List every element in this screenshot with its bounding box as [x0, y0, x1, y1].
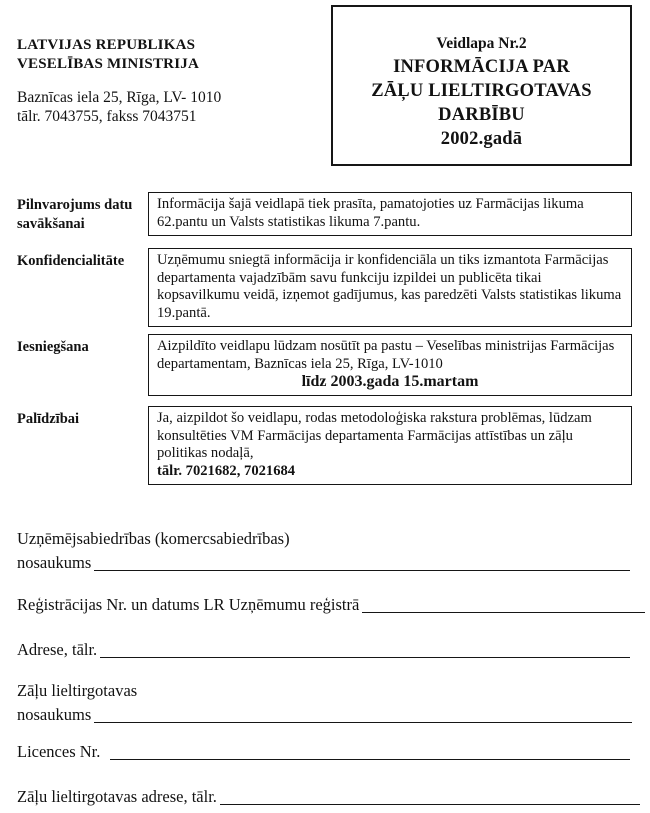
address-label: Adrese, tālr. — [17, 640, 98, 659]
wholesaler-name-fill-line[interactable] — [94, 699, 632, 723]
section-authorization-box — [148, 192, 632, 236]
ministry-address-line: Baznīcas iela 25, Rīga, LV- 1010 — [17, 89, 222, 106]
section-authorization-text: Informācija šajā veidlapā tiek prasīta, pamatojoties uz Farmācijas likuma 62.pantu un Valsts statistikas likuma 7.pantu. — [157, 196, 584, 230]
section-help-label: Palīdzībai — [17, 411, 80, 427]
field-wholesaler-name — [17, 679, 632, 727]
registration-label: Reģistrācijas Nr. un datums LR Uzņēmumu reģistrā — [17, 595, 360, 614]
section-submission-box — [148, 334, 632, 396]
section-confidentiality-box — [148, 248, 632, 327]
section-confidentiality-label: Konfidencialitāte — [17, 253, 125, 269]
registration-fill-line[interactable] — [362, 589, 645, 613]
wholesaler-name-label: nosaukums — [17, 705, 92, 724]
company-name-label: nosaukums — [17, 553, 92, 572]
licence-label: Licences Nr. — [17, 742, 101, 761]
field-registration — [17, 593, 645, 617]
field-wholesaler-address — [17, 785, 640, 809]
form-number: Veidlapa Nr.2 — [436, 35, 527, 52]
form-title-box — [331, 5, 632, 166]
help-phone: tālr. 7021682, 7021684 — [157, 462, 296, 479]
field-licence — [17, 740, 630, 764]
wholesaler-name-label-top: Zāļu lieltirgotavas — [17, 681, 138, 700]
form-title-line3: DARBĪBU — [438, 105, 525, 125]
submission-deadline: līdz 2003.gada 15.martam — [301, 373, 479, 391]
form-title-line2: ZĀĻU LIELTIRGOTAVAS — [371, 81, 592, 101]
wholesaler-address-label: Zāļu lieltirgotavas adrese, tālr. — [17, 787, 217, 806]
section-confidentiality-text: Uzņēmumu sniegtā informācija ir konfidenciāla un tiks izmantota Farmācijas departamenta vajadzībām savu funkciju izpildei un publicēta tikai kopsavilkumu veidā, izņemot gadījumus, kas paredzēti Valsts statistikas likuma 19.pantā. — [157, 252, 622, 321]
address-fill-line[interactable] — [100, 634, 630, 658]
section-submission-label: Iesniegšana — [17, 339, 89, 355]
field-company-name — [17, 527, 630, 575]
section-help-box — [148, 406, 632, 485]
field-address — [17, 638, 630, 662]
ministry-name-line2: VESELĪBAS MINISTRIJA — [17, 56, 199, 72]
section-authorization-label: Pilnvarojums datu savākšanai — [17, 197, 133, 232]
ministry-name-line1: LATVIJAS REPUBLIKAS — [17, 37, 196, 53]
form-title-line4: 2002.gadā — [440, 129, 523, 149]
company-name-label-top: Uzņēmējsabiedrības (komercsabiedrības) — [17, 529, 290, 548]
company-name-fill-line[interactable] — [94, 547, 630, 571]
ministry-header — [17, 36, 317, 126]
section-submission-text: Aizpildīto veidlapu lūdzam nosūtīt pa pastu – Veselības ministrijas Farmācijas departamentam, Baznīcas iela 25, Rīga, LV-1010 — [157, 338, 615, 372]
wholesaler-address-fill-line[interactable] — [220, 781, 640, 805]
section-help-text: Ja, aizpildot šo veidlapu, rodas metodoloģiska rakstura problēmas, lūdzam konsultēties VM Farmācijas departamenta Farmācijas attīstības un zāļu politikas nodaļā, — [157, 410, 592, 462]
ministry-phone-line: tālr. 7043755, fakss 7043751 — [17, 108, 197, 125]
form-title-line1: INFORMĀCIJA PAR — [393, 57, 570, 77]
licence-fill-line[interactable] — [110, 736, 630, 760]
